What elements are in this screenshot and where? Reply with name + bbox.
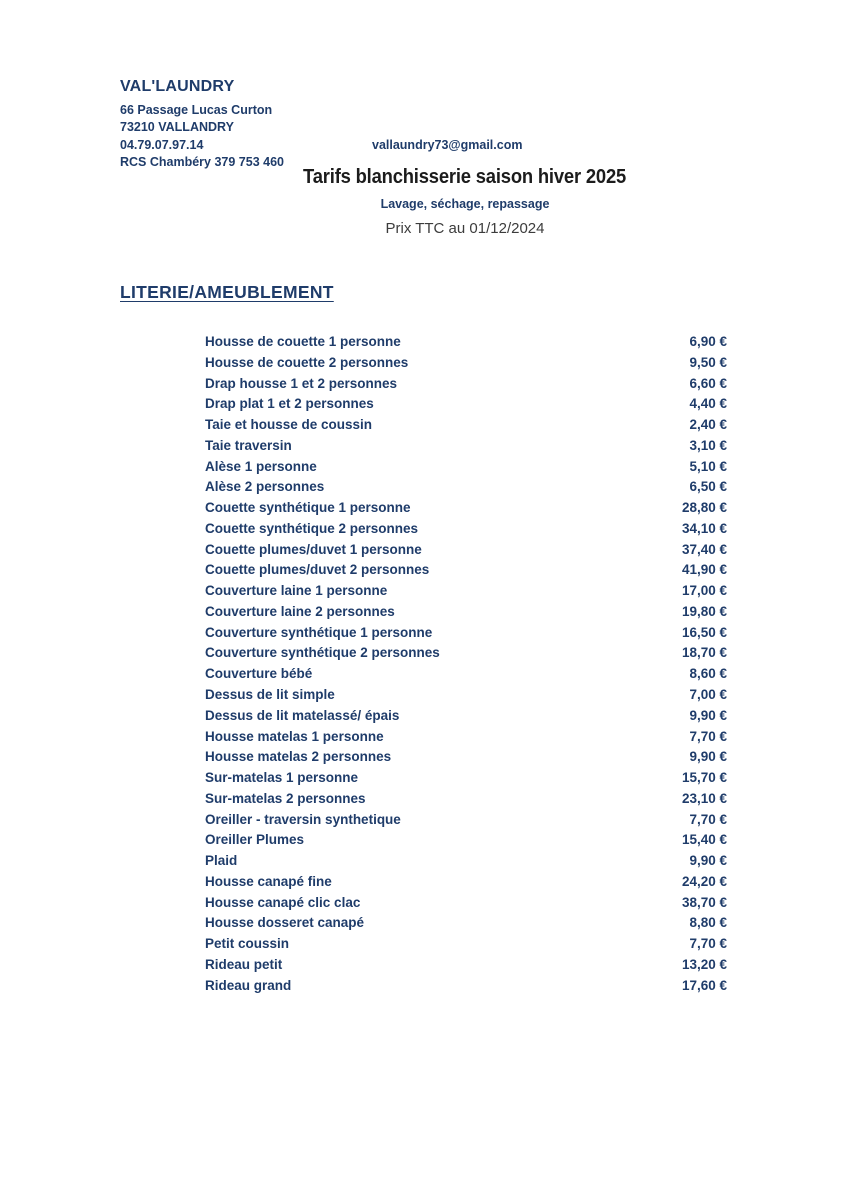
price-row: [205, 332, 727, 353]
price-row: [205, 893, 727, 914]
item-price: 34,10 €: [681, 520, 727, 536]
price-row: [205, 706, 727, 727]
item-label: Couverture synthétique 1 personne: [205, 624, 433, 640]
price-row: [205, 643, 727, 664]
item-price: 16,50 €: [681, 624, 727, 640]
page-title: [120, 166, 810, 189]
price-row: [205, 768, 727, 789]
item-label: Housse de couette 1 personne: [205, 334, 401, 349]
item-price: 17,60 €: [681, 977, 727, 993]
item-label: Housse canapé clic clac: [205, 894, 361, 910]
item-price: 41,90 €: [681, 562, 727, 578]
item-label: Housse de couette 2 personnes: [205, 354, 409, 370]
item-price: 19,80 €: [681, 603, 727, 619]
item-label: Couette plumes/duvet 1 personne: [205, 541, 422, 557]
price-list: [205, 332, 727, 997]
item-label: Couverture laine 1 personne: [205, 583, 388, 599]
price-row: [205, 955, 727, 976]
item-price: 9,50 €: [689, 354, 727, 370]
item-label: Drap plat 1 et 2 personnes: [205, 396, 374, 412]
price-row: [205, 934, 727, 955]
price-row: [205, 872, 727, 893]
item-label: Couverture bébé: [205, 666, 313, 682]
page-subtitle: Lavage, séchage, repassage: [380, 197, 550, 211]
company-header: [120, 78, 680, 172]
price-row: [205, 394, 727, 415]
item-price: 7,70 €: [689, 728, 727, 744]
item-price: 6,50 €: [689, 479, 727, 495]
price-row: [205, 415, 727, 436]
item-price: 17,00 €: [681, 583, 727, 599]
price-row: [205, 976, 727, 997]
item-label: Oreiller - traversin synthetique: [205, 811, 401, 827]
item-price: 9,90 €: [689, 853, 727, 869]
item-price: 2,40 €: [689, 417, 727, 433]
item-label: Taie et housse de coussin: [205, 417, 373, 433]
item-label: Sur-matelas 2 personnes: [205, 790, 366, 806]
item-label: Couette plumes/duvet 2 personnes: [205, 562, 430, 578]
item-price: 37,40 €: [681, 541, 727, 557]
item-label: Couverture laine 2 personnes: [205, 603, 395, 619]
item-label: Rideau grand: [205, 977, 292, 993]
item-label: Housse dosseret canapé: [205, 915, 365, 931]
item-label: Sur-matelas 1 personne: [205, 770, 359, 786]
price-row: [205, 560, 727, 581]
price-row: [205, 913, 727, 934]
company-email: vallaundry73@gmail.com: [372, 137, 523, 152]
item-label: Housse canapé fine: [205, 873, 332, 889]
item-label: Alèse 2 personnes: [205, 479, 325, 495]
item-price: 7,70 €: [689, 811, 727, 827]
price-row: [205, 685, 727, 706]
item-price: 9,90 €: [689, 707, 727, 723]
price-row: [205, 830, 727, 851]
item-label: Petit coussin: [205, 936, 290, 952]
item-price: 3,10 €: [689, 437, 727, 453]
item-label: Alèse 1 personne: [205, 458, 317, 474]
item-price: 7,70 €: [689, 936, 727, 952]
price-row: [205, 789, 727, 810]
price-note: Prix TTC au 01/12/2024: [385, 220, 545, 237]
item-price: 6,90 €: [689, 334, 727, 349]
section-heading-literie-ameublement: LITERIE/AMEUBLEMENT: [120, 282, 334, 302]
item-price: 8,80 €: [689, 915, 727, 931]
item-price: 15,40 €: [681, 832, 727, 848]
price-row: [205, 851, 727, 872]
price-row: [205, 498, 727, 519]
page-title-text: Tarifs blanchisserie saison hiver 2025: [303, 166, 627, 188]
item-label: Dessus de lit matelassé/ épais: [205, 707, 400, 723]
price-row: [205, 664, 727, 685]
item-label: Housse matelas 1 personne: [205, 728, 384, 744]
price-row: [205, 519, 727, 540]
item-price: 7,00 €: [689, 687, 727, 703]
item-price: 13,20 €: [681, 956, 727, 972]
item-price: 24,20 €: [681, 873, 727, 889]
item-label: Housse matelas 2 personnes: [205, 749, 392, 765]
item-price: 18,70 €: [681, 645, 727, 661]
item-label: Couverture synthétique 2 personnes: [205, 645, 440, 661]
price-row: [205, 581, 727, 602]
item-price: 4,40 €: [689, 396, 727, 412]
company-name: VAL'LAUNDRY: [120, 78, 235, 95]
price-row: [205, 810, 727, 831]
item-label: Plaid: [205, 853, 238, 869]
item-price: 9,90 €: [689, 749, 727, 765]
company-address-line2: 73210 VALLANDRY: [120, 120, 234, 135]
item-label: Rideau petit: [205, 956, 283, 972]
item-label: Oreiller Plumes: [205, 832, 305, 848]
price-row: [205, 602, 727, 623]
company-phone-email-row: [120, 137, 680, 154]
price-row: [205, 540, 727, 561]
item-label: Taie traversin: [205, 437, 292, 453]
price-row: [205, 477, 727, 498]
item-label: Couette synthétique 2 personnes: [205, 520, 419, 536]
item-price: 6,60 €: [689, 375, 727, 391]
item-price: 38,70 €: [681, 894, 727, 910]
item-price: 5,10 €: [689, 458, 727, 474]
item-price: 28,80 €: [681, 500, 727, 516]
title-block: [120, 166, 810, 237]
item-label: Dessus de lit simple: [205, 687, 335, 703]
item-price: 15,70 €: [681, 770, 727, 786]
company-rcs: RCS Chambéry 379 753 460: [120, 155, 284, 170]
item-price: 8,60 €: [689, 666, 727, 682]
price-row: [205, 457, 727, 478]
price-row: [205, 353, 727, 374]
price-row: [205, 436, 727, 457]
company-address-line1: 66 Passage Lucas Curton: [120, 103, 273, 117]
item-label: Drap housse 1 et 2 personnes: [205, 375, 398, 391]
company-phone: 04.79.07.97.14: [120, 137, 204, 152]
price-row: [205, 623, 727, 644]
price-row: [205, 374, 727, 395]
item-label: Couette synthétique 1 personne: [205, 500, 411, 516]
price-row: [205, 727, 727, 748]
price-row: [205, 747, 727, 768]
item-price: 23,10 €: [681, 790, 727, 806]
